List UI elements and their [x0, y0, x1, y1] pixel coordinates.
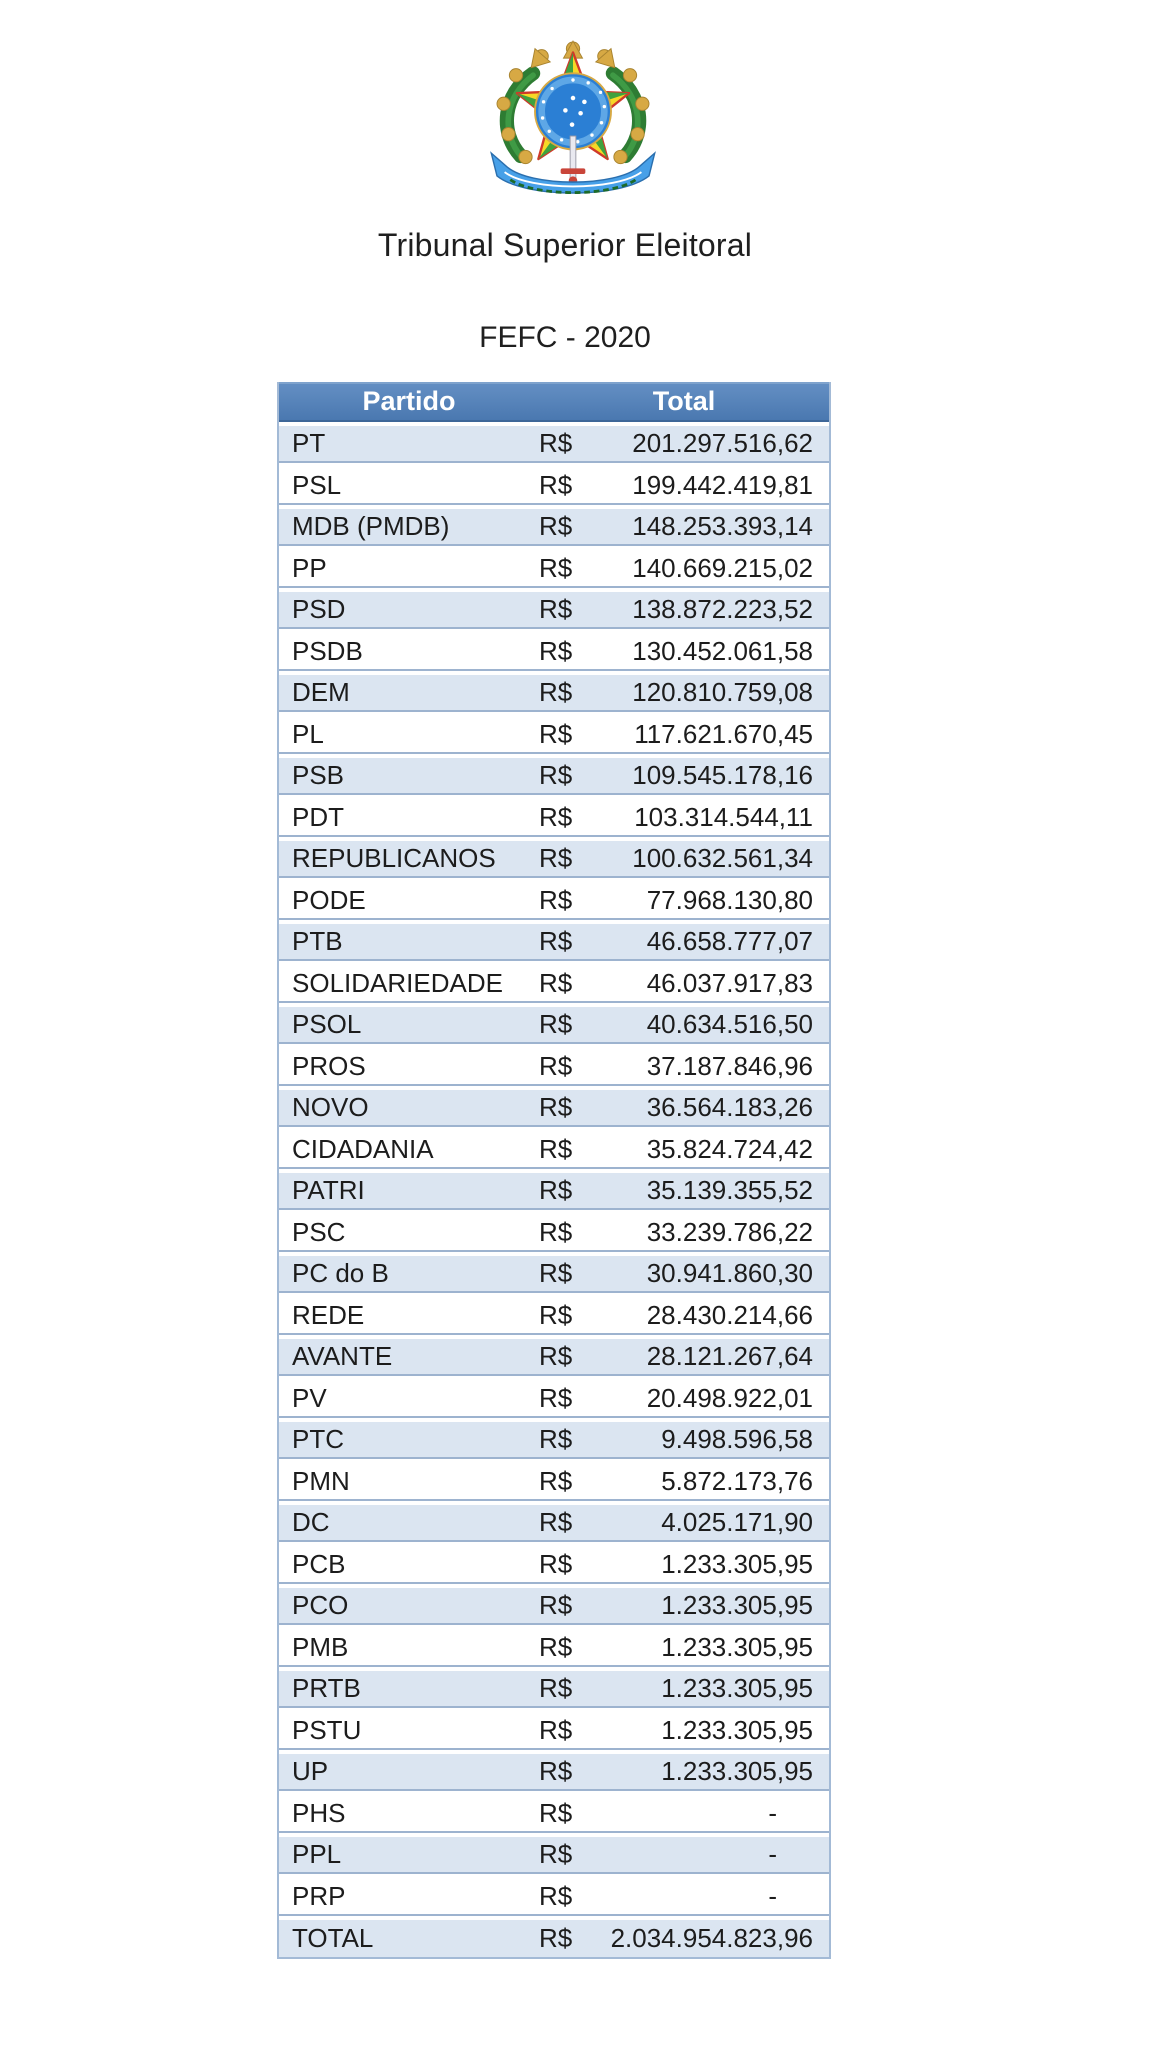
amount-value: 140.669.215,02	[632, 552, 813, 583]
currency-symbol: R$	[539, 843, 573, 873]
party-name: DC	[292, 1507, 330, 1537]
amount-value: 37.187.846,96	[646, 1050, 813, 1081]
table-row	[279, 1256, 829, 1293]
institution-title: Tribunal Superior Eleitoral	[377, 227, 753, 263]
currency-symbol: R$	[539, 926, 573, 956]
amount-value: 28.430.214,66	[646, 1299, 813, 1330]
party-name: DEM	[292, 677, 350, 707]
amount-value: 46.658.777,07	[646, 926, 813, 956]
currency-symbol: R$	[539, 1797, 573, 1828]
amount-value: 77.968.130,80	[646, 884, 813, 915]
party-name: PTC	[292, 1424, 344, 1454]
party-name: PCB	[292, 1548, 346, 1579]
table-row	[279, 1215, 829, 1252]
party-name: UP	[292, 1756, 329, 1786]
currency-symbol: R$	[539, 967, 573, 998]
amount-value: 103.314.544,11	[634, 801, 813, 832]
currency-symbol: R$	[539, 1382, 573, 1413]
table-row	[279, 1547, 829, 1584]
table-row	[279, 551, 829, 588]
currency-symbol: R$	[539, 884, 573, 915]
party-name: PV	[292, 1382, 327, 1413]
party-name: TOTAL	[292, 1923, 374, 1953]
table-row	[279, 717, 829, 754]
party-name: PMN	[292, 1465, 350, 1496]
fefc-allocation-table	[277, 382, 831, 1959]
amount-value: 33.239.786,22	[646, 1216, 813, 1247]
party-name: PMB	[292, 1631, 349, 1662]
amount-value: 30.941.860,30	[646, 1258, 813, 1288]
party-name: PSL	[292, 469, 342, 500]
document-title: FEFC - 2020	[479, 321, 651, 354]
currency-symbol: R$	[539, 1548, 573, 1579]
table-row	[279, 841, 829, 878]
currency-symbol: R$	[539, 1673, 573, 1703]
currency-symbol: R$	[539, 1009, 573, 1039]
amount-value: -	[768, 1880, 777, 1911]
party-name: PCO	[292, 1590, 349, 1620]
amount-value: 199.442.419,81	[632, 469, 813, 500]
amount-value: 20.498.922,01	[646, 1382, 813, 1413]
party-name: CIDADANIA	[292, 1133, 434, 1164]
table-body	[279, 422, 829, 1957]
amount-value: 1.233.305,95	[661, 1673, 813, 1703]
currency-symbol: R$	[539, 1050, 573, 1081]
table-row	[279, 1630, 829, 1667]
table-row	[279, 426, 829, 463]
table-row	[279, 966, 829, 1003]
party-name: PT	[292, 428, 326, 458]
currency-symbol: R$	[539, 760, 573, 790]
party-name: PSOL	[292, 1009, 362, 1039]
amount-value: 1.233.305,95	[661, 1548, 813, 1579]
currency-symbol: R$	[539, 511, 573, 541]
amount-value: 4.025.171,90	[661, 1507, 813, 1537]
amount-value: 1.233.305,95	[661, 1714, 813, 1745]
table-row	[279, 758, 829, 795]
currency-symbol: R$	[539, 428, 573, 458]
brazil-coat-of-arms-icon	[478, 36, 668, 200]
table-header	[279, 382, 829, 422]
table-row	[279, 468, 829, 505]
amount-value: 148.253.393,14	[632, 511, 813, 541]
currency-symbol: R$	[539, 801, 573, 832]
table-row	[279, 1754, 829, 1791]
table-row	[279, 1381, 829, 1418]
currency-symbol: R$	[539, 1923, 573, 1953]
currency-symbol: R$	[539, 1714, 573, 1745]
currency-symbol: R$	[539, 635, 573, 666]
party-name: PL	[292, 718, 324, 749]
amount-value: 46.037.917,83	[646, 967, 813, 998]
amount-value: -	[768, 1839, 777, 1869]
amount-value: 117.621.670,45	[634, 718, 813, 749]
amount-value: 138.872.223,52	[632, 594, 813, 624]
currency-symbol: R$	[539, 1424, 573, 1454]
table-row	[279, 1173, 829, 1210]
party-name: AVANTE	[292, 1341, 393, 1371]
party-name: PSB	[292, 760, 345, 790]
amount-value: 5.872.173,76	[661, 1465, 813, 1496]
currency-symbol: R$	[539, 718, 573, 749]
party-name: PSDB	[292, 635, 363, 666]
table-row	[279, 1132, 829, 1169]
amount-value: -	[768, 1797, 777, 1828]
party-name: REPUBLICANOS	[292, 843, 496, 873]
table-row	[279, 1796, 829, 1833]
currency-symbol: R$	[539, 1839, 573, 1869]
amount-value: 36.564.183,26	[646, 1092, 813, 1122]
table-row	[279, 1339, 829, 1376]
table-row	[279, 1837, 829, 1874]
party-name: PROS	[292, 1050, 366, 1081]
table-row	[279, 1049, 829, 1086]
currency-symbol: R$	[539, 1216, 573, 1247]
party-name: PPL	[292, 1839, 342, 1869]
table-row	[279, 1920, 829, 1957]
party-name: PODE	[292, 884, 366, 915]
currency-symbol: R$	[539, 1341, 573, 1371]
table-row	[279, 800, 829, 837]
currency-symbol: R$	[539, 552, 573, 583]
table-row	[279, 1505, 829, 1542]
party-name: PDT	[292, 801, 344, 832]
table-row	[279, 1671, 829, 1708]
table-row	[279, 1464, 829, 1501]
currency-symbol: R$	[539, 469, 573, 500]
currency-symbol: R$	[539, 1631, 573, 1662]
currency-symbol: R$	[539, 1880, 573, 1911]
party-name: SOLIDARIEDADE	[292, 967, 503, 998]
header-cell-partido: Partido	[362, 385, 456, 416]
amount-value: 100.632.561,34	[632, 843, 813, 873]
currency-symbol: R$	[539, 1258, 573, 1288]
party-name: PSC	[292, 1216, 346, 1247]
table-row	[279, 509, 829, 546]
party-name: PTB	[292, 926, 343, 956]
party-name: PSTU	[292, 1714, 362, 1745]
party-name: PATRI	[292, 1175, 365, 1205]
party-name: PSD	[292, 594, 346, 624]
table-row	[279, 634, 829, 671]
currency-symbol: R$	[539, 1133, 573, 1164]
table-row	[279, 883, 829, 920]
amount-value: 35.139.355,52	[646, 1175, 813, 1205]
table-row	[279, 1588, 829, 1625]
amount-value: 120.810.759,08	[632, 677, 813, 707]
amount-value: 109.545.178,16	[632, 760, 813, 790]
amount-value: 1.233.305,95	[661, 1631, 813, 1662]
table-row	[279, 675, 829, 712]
table-row	[279, 1422, 829, 1459]
amount-value: 40.634.516,50	[646, 1009, 813, 1039]
currency-symbol: R$	[539, 1175, 573, 1205]
table-row	[279, 1090, 829, 1127]
table-row	[279, 924, 829, 961]
table-row	[279, 592, 829, 629]
party-name: PP	[292, 552, 327, 583]
currency-symbol: R$	[539, 1092, 573, 1122]
party-name: PC do B	[292, 1258, 389, 1288]
party-name: PRP	[292, 1880, 346, 1911]
party-name: MDB (PMDB)	[292, 511, 450, 541]
party-name: PHS	[292, 1797, 346, 1828]
amount-value: 9.498.596,58	[661, 1424, 813, 1454]
header-cell-total: Total	[652, 385, 716, 416]
currency-symbol: R$	[539, 594, 573, 624]
currency-symbol: R$	[539, 1465, 573, 1496]
table-row	[279, 1298, 829, 1335]
currency-symbol: R$	[539, 677, 573, 707]
currency-symbol: R$	[539, 1756, 573, 1786]
table-row	[279, 1879, 829, 1916]
party-name: NOVO	[292, 1092, 369, 1122]
currency-symbol: R$	[539, 1507, 573, 1537]
party-name: REDE	[292, 1299, 365, 1330]
amount-value: 35.824.724,42	[646, 1133, 813, 1164]
currency-symbol: R$	[539, 1590, 573, 1620]
amount-value: 201.297.516,62	[632, 428, 813, 458]
table-row	[279, 1007, 829, 1044]
amount-value: 2.034.954.823,96	[610, 1923, 813, 1953]
amount-value: 28.121.267,64	[646, 1341, 813, 1371]
currency-symbol: R$	[539, 1299, 573, 1330]
party-name: PRTB	[292, 1673, 361, 1703]
amount-value: 1.233.305,95	[661, 1590, 813, 1620]
amount-value: 130.452.061,58	[632, 635, 813, 666]
amount-value: 1.233.305,95	[661, 1756, 813, 1786]
table-row	[279, 1713, 829, 1750]
